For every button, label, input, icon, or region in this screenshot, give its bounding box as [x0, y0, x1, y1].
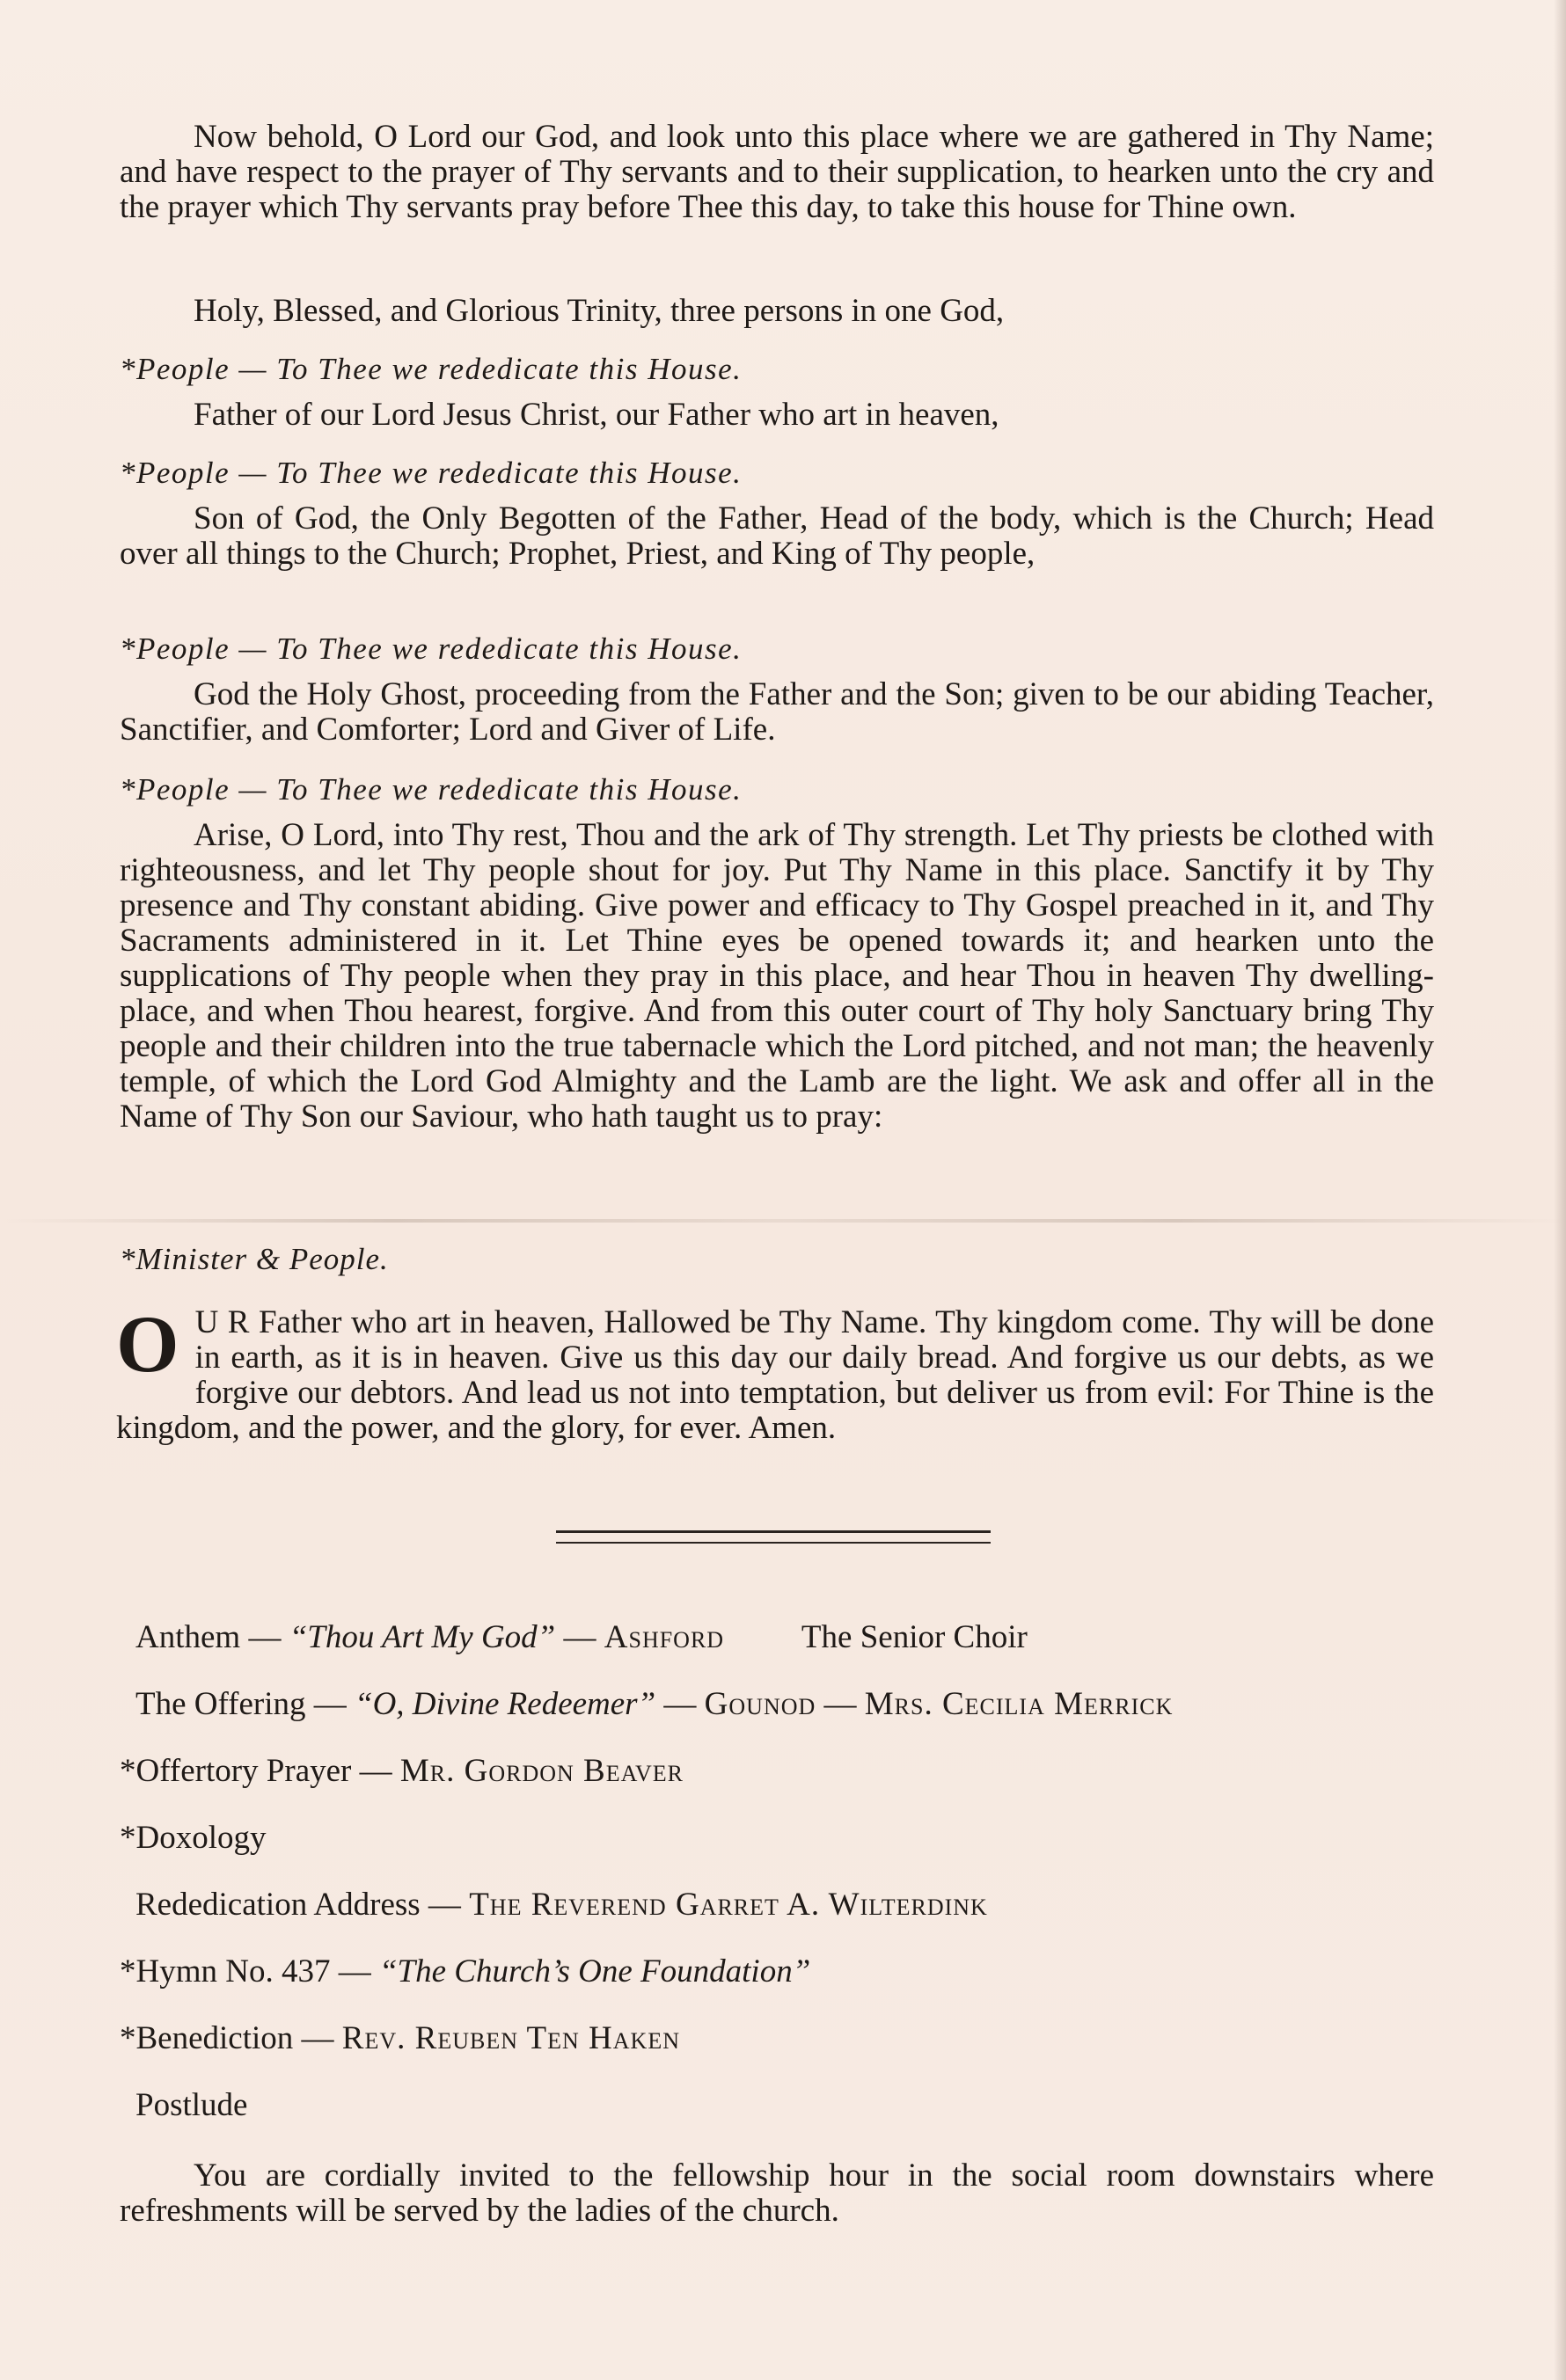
- trinity-line: [120, 294, 1434, 329]
- paper-fold-crease: [0, 1219, 1566, 1223]
- people-response-4: *People — To Thee we rededicate this House.: [120, 772, 743, 807]
- program-postlude: Postlude: [135, 2087, 248, 2123]
- program-address: [135, 1887, 988, 1923]
- prayer-opening-text: Now behold, O Lord our God, and look unto this place where we are gathered in Thy Name; and have respect to the prayer of Thy servants and to their supplication, to hearken unto the cry and the prayer which Thy servants pray before Thee this day, to take this house for Thine own.: [120, 119, 1434, 225]
- hymn-title: “The Church’s One Foundation”: [378, 1953, 811, 1989]
- address-person: The Reverend Garret A. Wilterdink: [469, 1887, 988, 1923]
- prayer-opening: [120, 120, 1434, 225]
- benediction-person: Rev. Reuben Ten Haken: [341, 2020, 680, 2056]
- anthem-sep: —: [563, 1619, 596, 1655]
- anthem-label: Anthem —: [135, 1619, 282, 1655]
- ghost-paragraph: [120, 677, 1434, 748]
- people-response-1: *People — To Thee we rededicate this House.: [120, 352, 743, 386]
- offertory-person: Mr. Gordon Beaver: [399, 1753, 684, 1789]
- son-text: Son of God, the Only Begotten of the Father, Head of the body, which is the Church; Head over all things to the Church; Prophet, Priest, and King of Thy people,: [120, 500, 1434, 572]
- double-rule-divider: [556, 1530, 991, 1544]
- anthem-title: “Thou Art My God”: [289, 1619, 556, 1655]
- ghost-text: God the Holy Ghost, proceeding from the Father and the Son; given to be our abiding Teacher, Sanctifier, and Comforter; Lord and Giver of Life.: [120, 676, 1434, 748]
- father-text: Father of our Lord Jesus Christ, our Father who art in heaven,: [194, 397, 999, 433]
- offering-composer: Gounod: [704, 1686, 816, 1722]
- lords-prayer-text: U R Father who art in heaven, Hallowed be Thy Name. Thy kingdom come. Thy will be done in earth, as it is in heaven. Give us this day our daily bread. And forgive us our debts, as we forgive our debtors. And lead us not into temptation, but deliver us from evil: For Thine is the kingdom, and the power, and the glory, for ever. Amen.: [116, 1304, 1434, 1446]
- hymn-label: *Hymn No. 437 —: [120, 1953, 371, 1989]
- program-doxology: *Doxology: [120, 1820, 267, 1856]
- offering-title: “O, Divine Redeemer”: [355, 1686, 656, 1722]
- people-response-3: *People — To Thee we rededicate this House.: [120, 632, 743, 666]
- anthem-composer: Ashford: [604, 1619, 725, 1655]
- program-anthem: [135, 1620, 1028, 1655]
- arise-text: Arise, O Lord, into Thy rest, Thou and the ark of Thy strength. Let Thy priests be clothed with righteousness, and let Thy people shout for joy. Put Thy Name in this place. Sanctify it by Thy presence and Thy constant abiding. Give power and efficacy to Thy Gospel preached in it, and Thy Sacraments administered in it. Let Thine eyes be opened towards it; and hearken unto the supplications of Thy people when they pray in this place, and hear Thou in heaven Thy dwelling-place, and when Thou hearest, forgive. And from this outer court of Thy holy Sanctuary bring Thy people and their children into the true tabernacle which the Lord pitched, and not man; the heavenly temple, of which the Lord God Almighty and the Lamb are the light. We ask and offer all in the Name of Thy Son our Saviour, who hath taught us to pray:: [120, 817, 1434, 1135]
- anthem-performer: The Senior Choir: [801, 1619, 1028, 1655]
- program-offertory-prayer: [120, 1754, 684, 1789]
- offering-performer: Mrs. Cecilia Merrick: [864, 1686, 1174, 1722]
- fellowship-invitation: You are cordially invited to the fellowship hour in the social room downstairs where refreshments will be served by the ladies of the church.: [120, 2157, 1434, 2229]
- father-line: [120, 398, 1434, 433]
- offering-sep2: —: [823, 1686, 857, 1722]
- address-label: Rededication Address —: [135, 1887, 461, 1923]
- benediction-label: *Benediction —: [120, 2020, 334, 2056]
- program-offering: [135, 1687, 1173, 1722]
- lords-prayer-dropcap: O: [116, 1299, 179, 1389]
- lords-prayer: [116, 1299, 1434, 1446]
- offertory-label: *Offertory Prayer —: [120, 1753, 392, 1789]
- paper-edge-shadow: [1554, 0, 1566, 2380]
- people-response-2: *People — To Thee we rededicate this House.: [120, 456, 743, 490]
- offering-sep1: —: [663, 1686, 697, 1722]
- program-hymn: [120, 1954, 810, 1989]
- son-paragraph: [120, 501, 1434, 572]
- arise-paragraph: [120, 818, 1434, 1135]
- program-benediction: [120, 2021, 680, 2056]
- trinity-text: Holy, Blessed, and Glorious Trinity, three persons in one God,: [194, 293, 1005, 329]
- minister-people-heading: *Minister & People.: [120, 1242, 389, 1276]
- offering-label: The Offering —: [135, 1686, 347, 1722]
